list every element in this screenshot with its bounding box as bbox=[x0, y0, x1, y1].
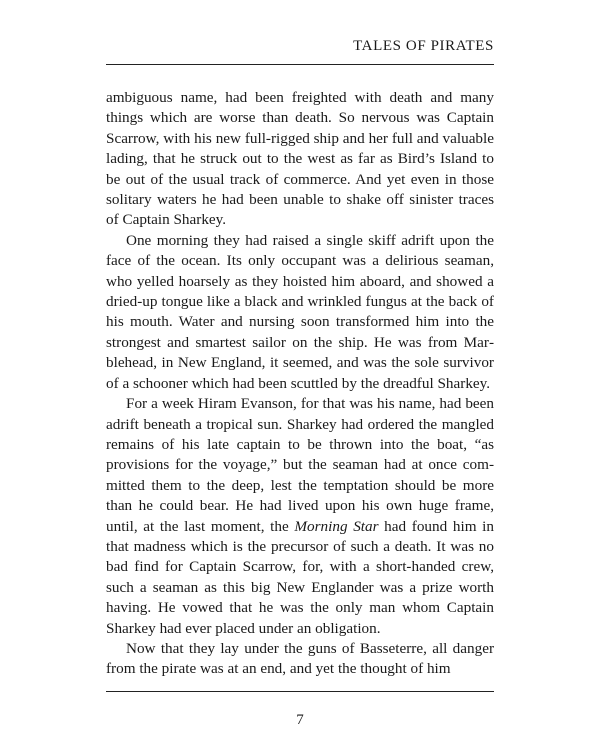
paragraph bbox=[106, 639, 494, 680]
text-run: ambiguous name, had been freighted with death and many things which are worse than death. So nervous was Captain Scarrow, with his new full-rigged ship and her full and valuable lading, that he struck out to the west as far as Bird’s Island to be out of the usual track of commerce. And yet even in those solitary waters he had been unable to shake off sinister traces of Captain Sharkey. bbox=[106, 89, 494, 229]
paragraph bbox=[106, 231, 494, 394]
footer-rule bbox=[106, 691, 494, 692]
page-number: 7 bbox=[296, 712, 304, 728]
paragraph bbox=[106, 88, 494, 231]
text-run: One morning they had raised a single skiff adrift upon the face of the ocean. Its only occupant was a delirious seaman, who yelled hoarsely as they hoisted him aboard, and showed a dried-up tongue like a black and wrinkled fungus at the back of his mouth. Water and nursing soon transformed him into the strongest and smartest sailor on the ship. He was from Marblehead, in New England, it seemed, and was the sole survivor of a schooner which had been scuttled by the dreadful Sharkey. bbox=[106, 231, 494, 392]
running-head: TALES OF PIRATES bbox=[353, 38, 494, 54]
text-run: had found him in that madness which is the precursor of such a death. It was no bad find for Captain Scarrow, for, with a short-handed crew, such a seaman as this big New Englander was a prize worth having. He vowed that he was the only man whom Captain Sharkey had ever placed under an obligation. bbox=[106, 517, 494, 637]
text-run: For a week Hiram Evanson, for that was his name, had been adrift beneath a tropical sun. Sharkey had ordered the mangled remains of his late captain to be thrown into the boat, “as provisions for the voyage,” but the seaman had at once committed them to the deep, lest the temptation should be more than he could bear. He had lived upon his own huge frame, until, at the last moment, the bbox=[106, 395, 494, 535]
ship-name: Morning Star bbox=[294, 517, 379, 535]
header-rule bbox=[106, 64, 494, 65]
paragraph bbox=[106, 394, 494, 639]
text-run: Now that they lay under the guns of Basseterre, all danger from the pirate was at an end, and yet the thought of him bbox=[106, 639, 494, 678]
body-text bbox=[106, 88, 494, 680]
